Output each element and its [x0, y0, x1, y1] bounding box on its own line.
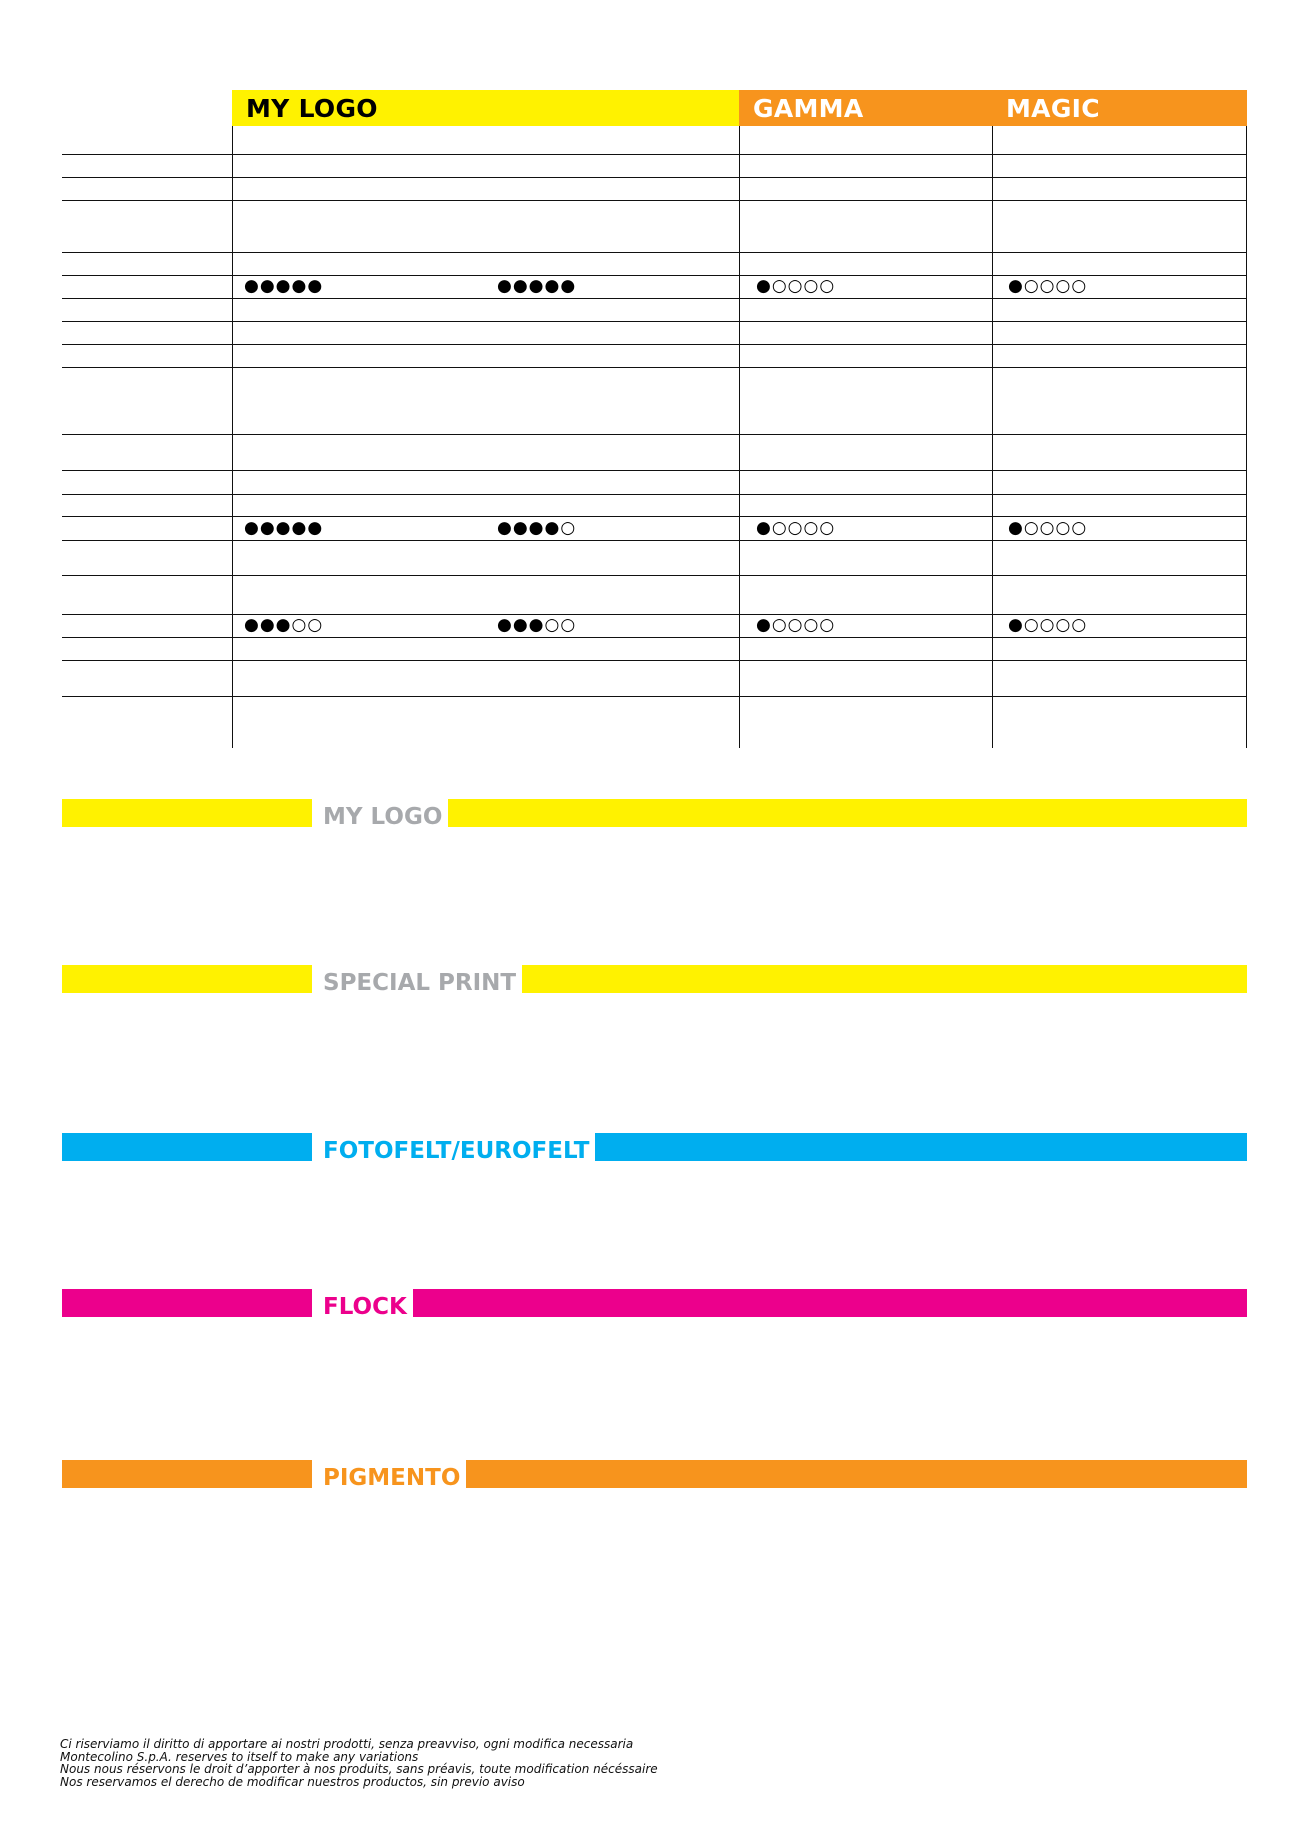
section-bar-left — [62, 1460, 312, 1488]
section-pigmento — [62, 1460, 1247, 1490]
table-row-divider — [62, 344, 1247, 345]
section-bar-right — [466, 1460, 1247, 1488]
table-row-divider — [62, 434, 1247, 435]
disclaimer-spanish: Nos reservamos el derecho de modificar nuestros productos, sin previo aviso — [60, 1774, 525, 1789]
table-row-divider — [62, 154, 1247, 155]
section-title-flock: FLOCK — [323, 1294, 407, 1320]
table-row-divider — [62, 696, 1247, 697]
rating-dots: ●●●●● — [244, 518, 324, 538]
section-flock — [62, 1289, 1247, 1319]
disclaimer-italian: Ci riserviamo il diritto di apportare ai nostri prodotti, senza preavviso, ogni modifica necessaria — [60, 1737, 634, 1751]
column-header-mylogo: MY LOGO — [232, 90, 739, 126]
column-header-magic: MAGIC — [992, 90, 1247, 126]
column-header-gamma: GAMMA — [739, 90, 992, 126]
section-title-special-print: SPECIAL PRINT — [323, 970, 517, 996]
table-row-divider — [62, 637, 1247, 638]
rating-dots: ●●●●● — [497, 276, 577, 296]
rating-dots: ●○○○○ — [1008, 276, 1088, 296]
table-row-divider — [62, 470, 1247, 471]
rating-dots: ●○○○○ — [756, 518, 836, 538]
rating-dots: ●●●●○ — [497, 518, 577, 538]
rating-dots: ●○○○○ — [756, 276, 836, 296]
section-title-mylogo: MY LOGO — [323, 804, 443, 830]
section-title-fotofelt-eurofelt: FOTOFELT/EUROFELT — [323, 1138, 590, 1164]
section-bar-right — [595, 1133, 1247, 1161]
section-special-print — [62, 965, 1247, 995]
table-row-divider — [62, 540, 1247, 541]
footer-disclaimer — [60, 1738, 960, 1788]
rating-dots: ●○○○○ — [1008, 615, 1088, 635]
table-column-divider — [739, 126, 740, 748]
section-bar-left — [62, 799, 312, 827]
rating-dots: ●○○○○ — [756, 615, 836, 635]
table-row-divider — [62, 575, 1247, 576]
table-column-divider — [232, 126, 233, 748]
table-row-divider — [62, 367, 1247, 368]
table-row-divider — [62, 252, 1247, 253]
disclaimer-french: Nous nous réservons le droit d’apporter à nos produits, sans préavis, toute modification nécéssaire — [60, 1762, 658, 1776]
table-row-divider — [62, 494, 1247, 495]
rating-dots: ●●●○○ — [244, 615, 324, 635]
section-bar-left — [62, 965, 312, 993]
rating-dots: ●●●○○ — [497, 615, 577, 635]
section-bar-right — [522, 965, 1247, 993]
table-row-divider — [62, 660, 1247, 661]
table-row-divider — [62, 298, 1247, 299]
table-row-divider — [62, 177, 1247, 178]
table-row-divider — [62, 321, 1247, 322]
table-column-divider — [1246, 126, 1247, 748]
section-fotofelt-eurofelt — [62, 1133, 1247, 1163]
section-title-pigmento: PIGMENTO — [323, 1465, 461, 1491]
section-bar-right — [448, 799, 1247, 827]
section-bar-right — [413, 1289, 1247, 1317]
rating-dots: ●○○○○ — [1008, 518, 1088, 538]
disclaimer-english: Montecolino S.p.A. reserves to itself to make any variations — [60, 1749, 419, 1764]
comparison-table-grid — [0, 0, 1300, 760]
section-bar-left — [62, 1133, 312, 1161]
section-bar-left — [62, 1289, 312, 1317]
table-row-divider — [62, 516, 1247, 517]
rating-dots: ●●●●● — [244, 276, 324, 296]
section-mylogo — [62, 799, 1247, 829]
table-row-divider — [62, 200, 1247, 201]
table-column-divider — [992, 126, 993, 748]
